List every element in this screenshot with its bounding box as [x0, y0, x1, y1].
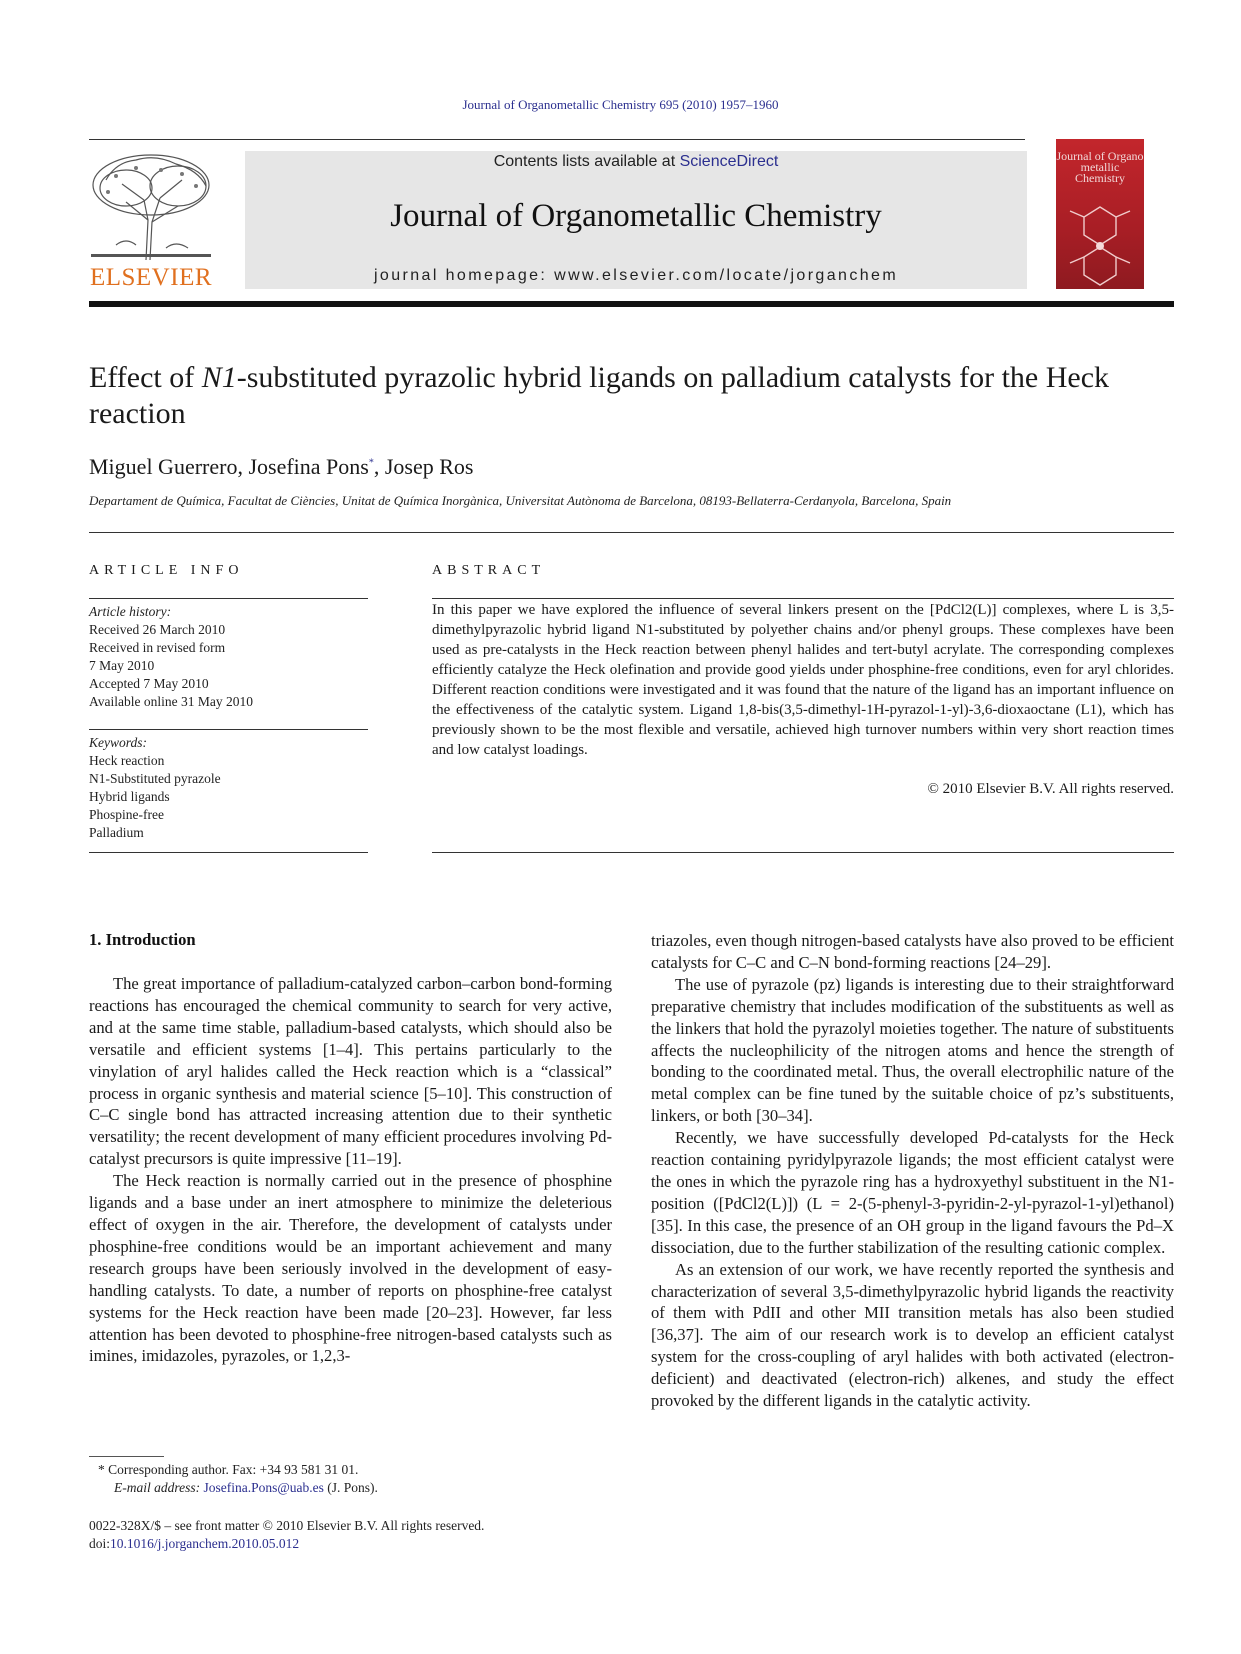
author-list — [89, 454, 473, 480]
footnote-fax: * Corresponding author. Fax: +34 93 581 31 01. — [98, 1462, 359, 1477]
journal-cover-thumbnail[interactable] — [1056, 139, 1144, 289]
authors-tail: , Josep Ros — [373, 454, 474, 479]
keyword: N1-Substituted pyrazole — [89, 771, 221, 786]
keywords-rule — [89, 729, 368, 730]
corresponding-author-footnote — [98, 1461, 378, 1497]
masthead-heavy-rule — [89, 301, 1174, 307]
molecule-icon — [1056, 197, 1144, 287]
abstract-heading: ABSTRACT — [432, 563, 546, 578]
affiliation: Departament de Química, Facultat de Ciències, Unitat de Química Inorgànica, Universitat Autònoma de Barcelona, 08193-Bellaterra-Cerdanyola, Barcelona, Spain — [89, 493, 952, 508]
journal-homepage-link[interactable]: journal homepage: www.elsevier.com/locate/jorganchem — [373, 267, 899, 284]
elsevier-wordmark: ELSEVIER — [89, 264, 213, 291]
abstract-rule — [432, 598, 1174, 599]
history-item: Accepted 7 May 2010 — [89, 676, 209, 691]
cover-title: Journal of Organo metallic Chemistry — [1056, 149, 1144, 185]
paragraph: The use of pyrazole (pz) ligands is interesting due to their straightforward preparative chemistry that includes modification of the substituents as well as the linkers that hold the pyrazolyl moieties together. The nature of substituents affects the nucleophilicity of the nitrogen atoms and hence the strength of bonding to the coordinated metal. Thus, the overall electrophilic nature of the metal complex can be fine tuned by the suitable choice of pz’s substituents, linkers, or both [30–34]. — [651, 974, 1174, 1126]
title-n1: N1 — [201, 361, 237, 394]
abstract-bottom-rule — [432, 852, 1174, 853]
section-heading-introduction: 1. Introduction — [89, 930, 196, 949]
authors-main: Miguel Guerrero, Josefina Pons — [89, 454, 369, 479]
keyword: Palladium — [89, 825, 144, 840]
keyword: Hybrid ligands — [89, 789, 170, 804]
email-label: E-mail address: — [114, 1480, 204, 1495]
sciencedirect-link[interactable]: ScienceDirect — [679, 153, 779, 170]
paragraph: The Heck reaction is normally carried out in the presence of phosphine ligands and a base under an inert atmosphere to minimize the deleterious effect of oxygen in the air. Therefore, the development of catalysts under phosphine-free conditions would be an important achievement and many research groups have been seriously involved in the development of easy-handling catalysts. To date, a number of reports on phosphine-free catalyst systems for the Heck reaction have been made [20–23]. However, far less attention has been devoted to phosphine-free nitrogen-based catalysts such as imines, imidazoles, pyrazoles, or 1,2,3- — [89, 1171, 612, 1366]
email-tail: (J. Pons). — [323, 1480, 378, 1495]
journal-name: Journal of Organometallic Chemistry — [390, 198, 882, 234]
journal-masthead — [245, 151, 1027, 289]
corresponding-author-marker[interactable]: * — [368, 457, 374, 469]
history-item: Received in revised form — [89, 640, 226, 655]
keywords — [89, 734, 369, 842]
abstract-text: In this paper we have explored the influence of several linkers present on the [PdCl2(L)] complexes, where L is 3,5-dimethylpyrazolic hybrid ligand N1-substituted by polyether chains and/or phenyl groups. These complexes have been used as pre-catalysts in the Heck reaction between phenyl halides and tert-butyl acrylate. The corresponding complexes efficiently catalyze the Heck olefination and provide good yields under phosphine-free conditions, even for aryl chlorides. Different reaction conditions were investigated and it was found that the nature of the ligand has an important influence on the effectiveness of the catalytic system. Ligand 1,8-bis(3,5-dimethyl-1H-pyrazol-1-yl)-3,6-dioxaoctane (L1), which has previously shown to be the most flexible and versatile, achieved high turnover numbers within very short reaction times and low catalyst loadings. — [432, 602, 1174, 758]
article-info-heading: ARTICLE INFO — [89, 563, 244, 578]
history-item: Received 26 March 2010 — [89, 622, 226, 637]
elsevier-logo[interactable] — [86, 150, 216, 292]
article-info-bottom-rule — [89, 852, 368, 853]
abstract-copyright: © 2010 Elsevier B.V. All rights reserved. — [927, 781, 1174, 797]
keyword: Phospine-free — [89, 807, 164, 822]
header-rule — [89, 139, 1025, 140]
title-rule — [89, 532, 1174, 533]
keywords-label: Keywords: — [89, 735, 147, 750]
body-right-column — [651, 930, 1174, 1412]
history-item: 7 May 2010 — [89, 658, 155, 673]
paragraph: Recently, we have successfully developed Pd-catalysts for the Heck reaction containing pyridylpyrazole ligands; the most efficient catalyst were the ones in which the pyrazole ring has a hydroxyethyl substituent in the N1-position ([PdCl2(L)]) (L = 2-(5-phenyl-3-pyridin-2-yl-pyrazol-1-yl)ethanol) [35]. In this case, the presence of an OH group in the ligand favours the Pd–X dissociation, due to the further stabilization of the resulting cationic complex. — [651, 1128, 1174, 1257]
article-info-rule — [89, 598, 368, 599]
journal-citation[interactable]: Journal of Organometallic Chemistry 695 (2010) 1957–1960 — [462, 97, 779, 112]
footnote-rule — [89, 1456, 164, 1457]
paragraph: The great importance of palladium-catalyzed carbon–carbon bond-forming reactions has encouraged the chemical community to search for very active, and at the same time stable, palladium-based catalysts, which should also be versatile and efficient systems [1–4]. This pertains particularly to the vinylation of aryl halides called the Heck reaction which is a “classical” process in organic synthesis and material science [5–10]. This construction of C–C single bond has attracted increasing attention due to their synthetic versatility; the recent development of many efficient procedures involving Pd-catalyst precursors is quite impressive [11–19]. — [89, 974, 612, 1169]
email-link[interactable]: Josefina.Pons@uab.es — [203, 1480, 324, 1495]
paragraph: triazoles, even though nitrogen-based catalysts have also proved to be efficient catalysts for C–C and C–N bond-forming reactions [24–29]. — [651, 931, 1174, 972]
title-end: -substituted pyrazolic hybrid ligands on palladium catalysts for the Heck reaction — [89, 361, 1110, 430]
footnote-email-line — [98, 1479, 378, 1497]
title-start: Effect of — [89, 361, 202, 394]
article-history — [89, 603, 369, 711]
front-matter — [89, 1517, 484, 1553]
body-left-column — [89, 973, 612, 1367]
paragraph: As an extension of our work, we have recently reported the synthesis and characterization of several 3,5-dimethylpyrazolic hybrid ligands the reactivity of them with PdII and other MII transition metals has also been studied [36,37]. The aim of our research work is to develop an efficient catalyst system for the cross-coupling of aryl halides with both activated (electron-deficient) and deactivated (electron-rich) alkenes, and study the effect provoked by the different ligands in the catalytic activity. — [651, 1259, 1174, 1411]
elsevier-tree-icon — [86, 150, 216, 262]
contents-available-line — [245, 151, 1027, 171]
doi-link[interactable]: 10.1016/j.jorganchem.2010.05.012 — [110, 1536, 300, 1551]
doi-label: doi: — [89, 1536, 111, 1551]
keyword: Heck reaction — [89, 753, 165, 768]
history-item: Available online 31 May 2010 — [89, 694, 253, 709]
issn-line: 0022-328X/$ – see front matter © 2010 Elsevier B.V. All rights reserved. — [89, 1518, 485, 1533]
article-title — [89, 360, 1179, 432]
contents-prefix: Contents lists available at — [493, 153, 680, 170]
history-label: Article history: — [89, 604, 172, 619]
doi-line — [89, 1535, 484, 1553]
